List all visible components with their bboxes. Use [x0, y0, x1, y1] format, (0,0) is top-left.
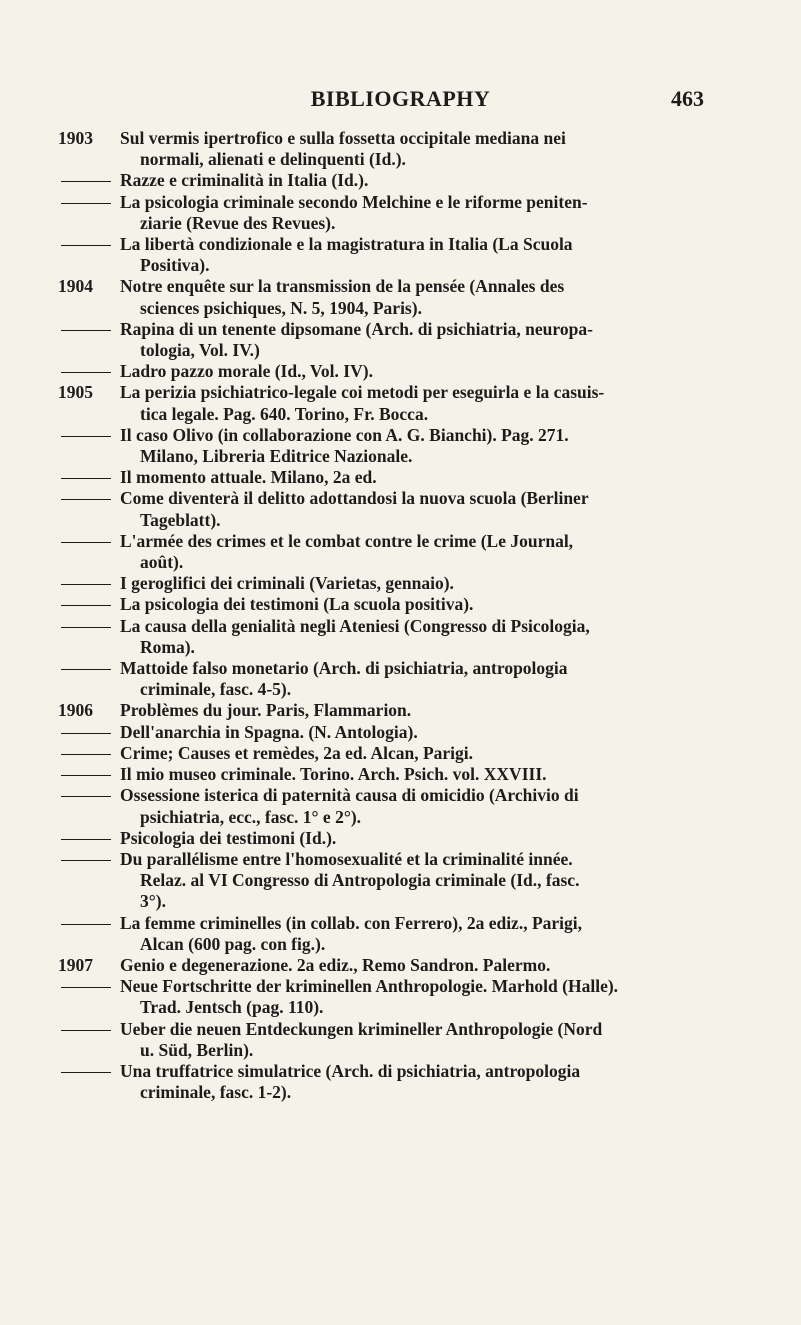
bibliography-entry — [58, 382, 718, 424]
ditto-dash — [61, 839, 111, 840]
entry-line: Mattoide falso monetario (Arch. di psichiatria, antropologia — [120, 658, 568, 679]
ditto-dash — [61, 796, 111, 797]
entry-line: Alcan (600 pag. con fig.). — [140, 933, 326, 954]
entry-line: tica legale. Pag. 640. Torino, Fr. Bocca. — [140, 403, 429, 424]
ditto-dash — [61, 372, 111, 373]
bibliography-entry — [58, 700, 718, 721]
entry-line: Ueber die neuen Entdeckungen krimineller Anthropologie (Nord — [120, 1018, 603, 1039]
entry-line: Ladro pazzo morale (Id., Vol. IV). — [120, 361, 373, 382]
entry-year: 1906 — [58, 700, 93, 721]
entry-line: Du parallélisme entre l'homosexualité et la criminalité innée. — [120, 848, 573, 869]
ditto-dash — [61, 245, 111, 246]
entry-line: Trad. Jentsch (pag. 110). — [140, 997, 324, 1018]
bibliography-entry — [58, 234, 718, 276]
entry-line: L'armée des crimes et le combat contre le crime (Le Journal, — [120, 530, 574, 551]
bibliography-entry — [58, 849, 718, 913]
entry-year: 1903 — [58, 128, 93, 148]
entry-year: 1907 — [58, 954, 93, 975]
entry-line: Come diventerà il delitto adottandosi la nuova scuola (Berliner — [120, 488, 589, 509]
bibliography-entry — [58, 658, 718, 700]
bibliography-entry — [58, 785, 718, 827]
bibliography-entry — [58, 1061, 718, 1103]
entry-line: La libertà condizionale e la magistratura in Italia (La Scuola — [120, 234, 573, 255]
entry-line: I geroglifici dei criminali (Varietas, gennaio). — [120, 573, 454, 594]
entry-year: 1905 — [58, 382, 93, 403]
bibliography-entry — [58, 319, 718, 361]
ditto-dash — [61, 203, 111, 204]
entry-line: La femme criminelles (in collab. con Ferrero), 2a ediz., Parigi, — [120, 912, 583, 933]
entry-line: criminale, fasc. 1-2). — [140, 1082, 292, 1103]
entry-line: sciences psichiques, N. 5, 1904, Paris). — [140, 297, 422, 318]
ditto-dash — [61, 1072, 111, 1073]
ditto-dash — [61, 584, 111, 585]
entry-line: criminale, fasc. 4-5). — [140, 679, 292, 700]
bibliography-entry — [58, 616, 718, 658]
bibliography-list — [58, 128, 718, 1103]
entry-line: u. Süd, Berlin). — [140, 1039, 254, 1060]
entry-line: tologia, Vol. IV.) — [140, 340, 260, 361]
entry-line: La causa della genialità negli Ateniesi (Congresso di Psicologia, — [120, 615, 590, 636]
bibliography-entry — [58, 128, 718, 170]
entry-line: Sul vermis ipertrofico e sulla fossetta occipitale mediana nei — [120, 128, 566, 148]
entry-line: Milano, Libreria Editrice Nazionale. — [140, 446, 413, 467]
entry-line: normali, alienati e delinquenti (Id.). — [140, 149, 406, 170]
running-title: BIBLIOGRAPHY — [310, 86, 491, 111]
bibliography-entry — [58, 955, 718, 976]
entry-line: Problèmes du jour. Paris, Flammarion. — [120, 700, 412, 721]
bibliography-entry — [58, 531, 718, 573]
entry-year: 1904 — [58, 276, 93, 297]
bibliography-entry — [58, 170, 718, 191]
bibliography-entry — [58, 192, 718, 234]
ditto-dash — [61, 924, 111, 925]
entry-line: Psicologia dei testimoni (Id.). — [120, 827, 337, 848]
entry-line: La psicologia dei testimoni (La scuola positiva). — [120, 594, 474, 615]
page-number: 463 — [671, 86, 704, 111]
page-header — [0, 86, 801, 116]
bibliography-entry — [58, 467, 718, 488]
entry-line: La perizia psichiatrico-legale coi metodi per eseguirla e la casuis- — [120, 382, 605, 403]
bibliography-entry — [58, 488, 718, 530]
entry-line: Tageblatt). — [140, 509, 221, 530]
entry-line: Razze e criminalità in Italia (Id.). — [120, 170, 369, 191]
ditto-dash — [61, 436, 111, 437]
entry-line: Ossessione isterica di paternità causa di omicidio (Archivio di — [120, 785, 579, 806]
bibliography-entry — [58, 594, 718, 615]
entry-line: Rapina di un tenente dipsomane (Arch. di psichiatria, neuropa- — [120, 318, 593, 339]
ditto-dash — [61, 860, 111, 861]
ditto-dash — [61, 987, 111, 988]
entry-line: août). — [140, 552, 184, 573]
bibliography-entry — [58, 913, 718, 955]
ditto-dash — [61, 181, 111, 182]
entry-line: Notre enquête sur la transmission de la pensée (Annales des — [120, 276, 565, 297]
entry-line: Crime; Causes et remèdes, 2a ed. Alcan, Parigi. — [120, 742, 474, 763]
bibliography-entry — [58, 764, 718, 785]
entry-line: Genio e degenerazione. 2a ediz., Remo Sandron. Palermo. — [120, 954, 551, 975]
bibliography-entry — [58, 1019, 718, 1061]
entry-line: Positiva). — [140, 255, 210, 276]
bibliography-entry — [58, 722, 718, 743]
ditto-dash — [61, 605, 111, 606]
entry-line: Il caso Olivo (in collaborazione con A. G. Bianchi). Pag. 271. — [120, 424, 569, 445]
entry-line: Roma). — [140, 636, 195, 657]
entry-line: Neue Fortschritte der kriminellen Anthropologie. Marhold (Halle). — [120, 976, 619, 997]
entry-line: La psicologia criminale secondo Melchine e le riforme peniten- — [120, 191, 588, 212]
entry-line: Dell'anarchia in Spagna. (N. Antologia). — [120, 721, 418, 742]
entry-line: Relaz. al VI Congresso di Antropologia criminale (Id., fasc. — [140, 870, 580, 891]
bibliography-entry — [58, 276, 718, 318]
entry-line: psichiatria, ecc., fasc. 1° e 2°). — [140, 806, 362, 827]
ditto-dash — [61, 330, 111, 331]
ditto-dash — [61, 627, 111, 628]
bibliography-entry — [58, 361, 718, 382]
bibliography-entry — [58, 425, 718, 467]
entry-line: ziarie (Revue des Revues). — [140, 212, 336, 233]
ditto-dash — [61, 775, 111, 776]
entry-line: Il momento attuale. Milano, 2a ed. — [120, 467, 377, 488]
ditto-dash — [61, 478, 111, 479]
ditto-dash — [61, 499, 111, 500]
ditto-dash — [61, 669, 111, 670]
ditto-dash — [61, 542, 111, 543]
ditto-dash — [61, 754, 111, 755]
ditto-dash — [61, 1030, 111, 1031]
bibliography-entry — [58, 976, 718, 1018]
bibliography-entry — [58, 743, 718, 764]
entry-line: Una truffatrice simulatrice (Arch. di psichiatria, antropologia — [120, 1060, 581, 1081]
bibliography-entry — [58, 573, 718, 594]
bibliography-entry — [58, 828, 718, 849]
entry-line: 3°). — [140, 891, 166, 912]
entry-line: Il mio museo criminale. Torino. Arch. Psich. vol. XXVIII. — [120, 764, 547, 785]
ditto-dash — [61, 733, 111, 734]
